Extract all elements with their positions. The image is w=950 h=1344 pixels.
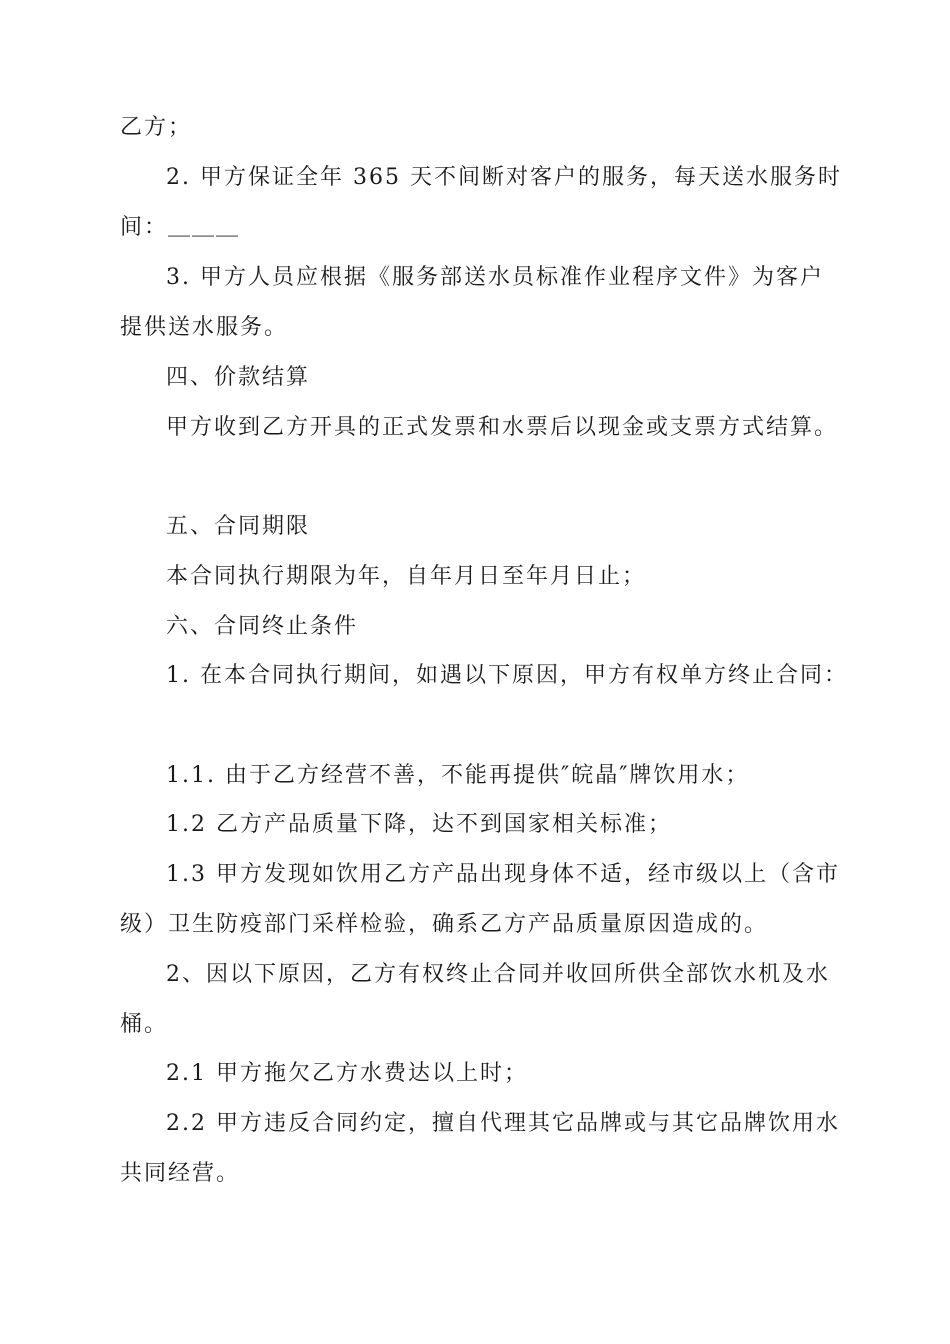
text-line: 提供送水服务。 bbox=[120, 315, 289, 340]
text-line: 本合同执行期限为年，自年月日至年月日止； bbox=[166, 564, 647, 589]
text-line: 2、因以下原因，乙方有权终止合同并收回所供全部饮水机及水 bbox=[166, 962, 830, 987]
text-line: 1. 在本合同执行期间，如遇以下原因，甲方有权单方终止合同： bbox=[166, 663, 848, 688]
text-line: 2. 甲方保证全年 365 天不间断对客户的服务，每天送水服务时 bbox=[166, 165, 842, 190]
text-line: 3. 甲方人员应根据《服务部送水员标准作业程序文件》为客户 bbox=[166, 265, 824, 290]
section-heading: 四、价款结算 bbox=[166, 365, 311, 390]
text-line: 间：＿＿＿ bbox=[120, 215, 241, 240]
text-line: 桶。 bbox=[120, 1012, 169, 1037]
text-line: 乙方； bbox=[120, 115, 193, 140]
text-line: 级）卫生防疫部门采样检验，确系乙方产品质量原因造成的。 bbox=[120, 912, 769, 937]
text-line: 2.2 甲方违反合同约定，擅自代理其它品牌或与其它品牌饮用水 bbox=[166, 1111, 840, 1136]
section-heading: 六、合同终止条件 bbox=[166, 614, 359, 639]
text-line: 1.3 甲方发现如饮用乙方产品出现身体不适，经市级以上（含市 bbox=[166, 862, 840, 887]
text-line: 1.2 乙方产品质量下降，达不到国家相关标准； bbox=[166, 812, 672, 837]
text-line: 甲方收到乙方开具的正式发票和水票后以现金或支票方式结算。 bbox=[166, 415, 839, 440]
text-line: 1.1. 由于乙方经营不善，不能再提供″皖晶″牌饮用水； bbox=[166, 763, 750, 788]
section-heading: 五、合同期限 bbox=[166, 514, 311, 539]
text-line: 2.1 甲方拖欠乙方水费达以上时； bbox=[166, 1061, 528, 1086]
text-line: 共同经营。 bbox=[120, 1161, 241, 1186]
